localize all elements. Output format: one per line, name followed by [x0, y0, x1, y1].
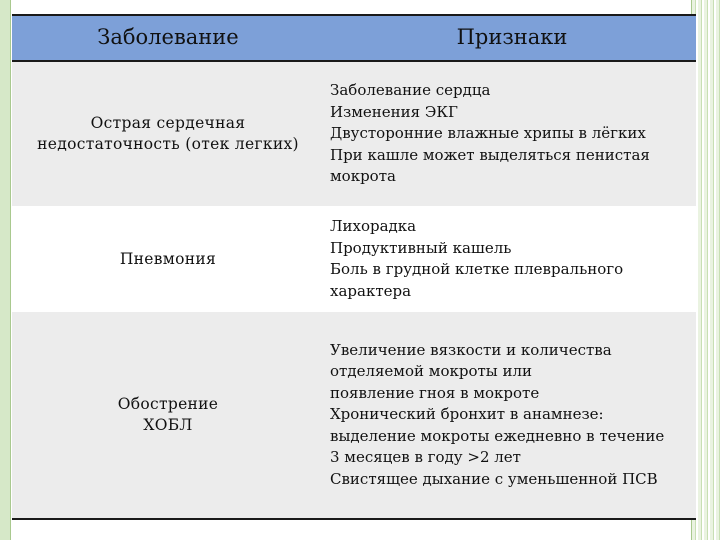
slide-right-border — [692, 0, 720, 540]
signs-cell — [330, 62, 696, 206]
table-row-copd — [12, 312, 696, 518]
sign-line: Хронический бронхит в анамнезе: — [330, 405, 604, 424]
sign-line: Свистящее дыхание с уменьшенной ПСВ — [330, 469, 658, 488]
header-signs: Признаки — [456, 25, 568, 49]
sign-line: 3 месяцев в году >2 лет — [330, 448, 521, 467]
disease-line: Обострение — [117, 395, 219, 413]
disease-cell — [12, 62, 324, 206]
sign-line: Изменения ЭКГ — [330, 102, 458, 121]
table-row-pneumonia — [12, 206, 696, 312]
signs-cell — [330, 206, 696, 312]
table-bottom-rule — [12, 518, 696, 520]
slide-left-border — [0, 0, 10, 540]
sign-line: отделяемой мокроты или — [330, 362, 533, 381]
sign-line: выделение мокроты ежедневно в течение — [330, 426, 665, 445]
sign-line: Двусторонние влажные хрипы в лёгких — [330, 124, 646, 143]
disease-line: Пневмония — [119, 249, 217, 268]
disease-line: ХОБЛ — [143, 416, 193, 434]
table-header — [12, 14, 696, 62]
comparison-table — [12, 14, 696, 520]
disease-cell — [12, 312, 324, 518]
slide-left-border-line — [10, 0, 11, 540]
sign-line: Заболевание сердца — [330, 81, 491, 100]
table-row-heart-failure — [12, 62, 696, 206]
sign-line: мокрота — [330, 167, 396, 186]
sign-line: характера — [330, 281, 412, 300]
sign-line: Увеличение вязкости и количества — [330, 340, 612, 359]
sign-line: Лихорадка — [330, 217, 417, 235]
sign-line: Боль в грудной клетке плеврального — [330, 260, 624, 278]
signs-cell — [330, 312, 696, 518]
disease-line: Острая сердечная — [90, 114, 246, 132]
sign-line: появление гноя в мокроте — [330, 383, 540, 402]
header-disease: Заболевание — [97, 25, 239, 49]
disease-cell — [12, 206, 324, 312]
disease-line: недостаточность (отек легких) — [37, 135, 299, 153]
sign-line: При кашле может выделяться пенистая — [330, 145, 650, 164]
sign-line: Продуктивный кашель — [330, 238, 512, 257]
